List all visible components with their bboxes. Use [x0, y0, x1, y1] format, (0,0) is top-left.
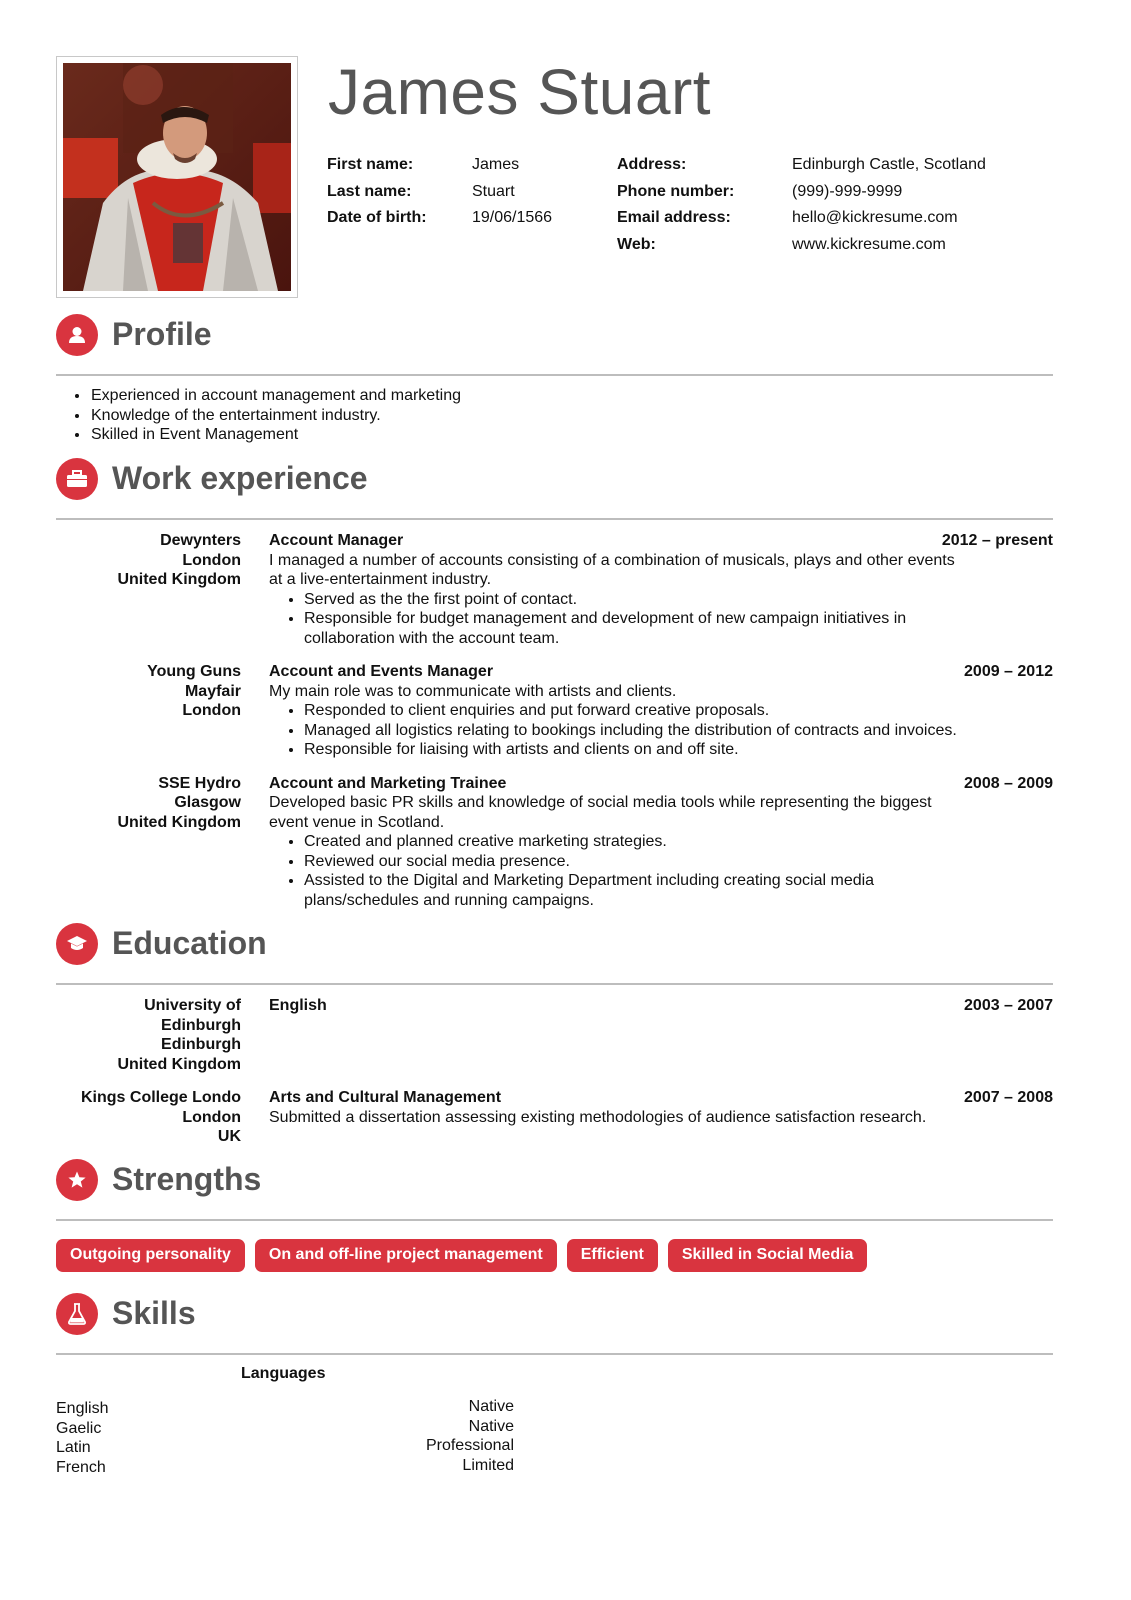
skills-section — [56, 1293, 1053, 1476]
person-icon — [56, 314, 98, 356]
section-header — [56, 923, 1053, 983]
degree-description: Submitted a dissertation assessing existing methodologies of audience satisfaction research. — [269, 1108, 927, 1126]
list-item: • Experienced in account management and marketing — [90, 386, 1053, 406]
institution-name: Edinburgh — [161, 1016, 241, 1034]
contact-info — [617, 152, 986, 258]
institution-country: United Kingdom — [117, 1055, 241, 1073]
web-link[interactable]: www.kickresume.com — [792, 235, 946, 253]
strength-tag: Outgoing personality — [56, 1239, 245, 1272]
title-row — [269, 996, 1053, 1016]
education-entry — [56, 996, 1053, 1074]
list-item: • Skilled in Event Management — [90, 425, 1053, 445]
language-level: Professional — [425, 1437, 514, 1455]
work-experience-section — [56, 458, 1053, 910]
job-bullets — [269, 590, 1053, 649]
info-row-address — [617, 152, 986, 179]
list-item: • Knowledge of the entertainment industry. — [90, 406, 1053, 426]
employer-name: Young Guns — [147, 663, 241, 680]
section-header — [56, 1159, 1053, 1219]
language-name: Gaelic — [56, 1419, 102, 1437]
employer-city: London — [182, 551, 241, 569]
strength-tag: Skilled in Social Media — [668, 1239, 868, 1272]
section-divider — [56, 1353, 1053, 1355]
employer-country: London — [182, 702, 241, 719]
degree-dates: 2007 – 2008 — [964, 1089, 1053, 1106]
language-level: Native — [468, 1417, 514, 1435]
languages-heading: Languages — [241, 1365, 326, 1382]
language-level: Native — [468, 1398, 514, 1415]
work-entry-body — [269, 774, 1053, 911]
job-dates: 2008 – 2009 — [964, 774, 1053, 792]
email-link[interactable]: hello@kickresume.com — [792, 209, 958, 226]
degree-dates: 2003 – 2007 — [964, 997, 1053, 1014]
star-icon — [56, 1159, 98, 1201]
strength-tag: On and off-line project management — [255, 1239, 557, 1272]
info-label: Address: — [617, 156, 687, 173]
institution — [56, 1088, 269, 1147]
info-row-first-name — [327, 152, 552, 179]
info-value: Edinburgh Castle, Scotland — [792, 156, 986, 173]
info-row-email — [617, 205, 986, 232]
language-row — [56, 1456, 514, 1476]
job-dates: 2009 – 2012 — [964, 663, 1053, 680]
list-item: • Served as the the first point of contact. — [304, 590, 1053, 610]
list-item: • Assisted to the Digital and Marketing Department including creating social media plans/schedules and running campaigns. — [304, 871, 1053, 910]
education-section — [56, 923, 1053, 1147]
briefcase-icon — [56, 458, 98, 500]
employer — [56, 662, 269, 760]
info-row-last-name — [327, 179, 552, 206]
strength-tag: Efficient — [567, 1239, 658, 1272]
job-dates: 2012 – present — [941, 532, 1053, 549]
info-label: First name: — [327, 156, 414, 173]
employer-city: Mayfair — [184, 682, 241, 700]
work-entry-body — [269, 531, 1053, 648]
employer-name: Dewynters — [160, 532, 241, 549]
language-name: English — [56, 1400, 109, 1417]
info-value: (999)-999-9999 — [792, 182, 903, 200]
list-item: • Responsible for liaising with artists and clients on and off site. — [304, 740, 1053, 760]
education-entry — [56, 1088, 1053, 1147]
section-header — [56, 458, 1053, 518]
employer — [56, 531, 269, 648]
job-title: Account and Events Manager — [269, 663, 494, 680]
avatar — [63, 63, 291, 291]
job-title: Account and Marketing Trainee — [269, 774, 507, 792]
profile-list — [56, 386, 1053, 445]
title-row — [269, 774, 1053, 794]
employer-country: United Kingdom — [117, 813, 241, 831]
employer-city: Glasgow — [174, 794, 241, 811]
info-row-web — [617, 232, 986, 259]
languages-list — [56, 1397, 514, 1475]
info-value: James — [472, 156, 520, 173]
job-description: at a live-entertainment industry. — [269, 571, 492, 588]
institution-country: UK — [217, 1128, 241, 1145]
graduation-cap-icon — [56, 923, 98, 965]
section-title: Profile — [112, 316, 212, 352]
job-bullets — [269, 701, 1053, 760]
language-row — [56, 1417, 514, 1437]
employer — [56, 774, 269, 911]
section-divider — [56, 374, 1053, 376]
info-row-date-of-birth — [327, 205, 552, 232]
info-label: Email address: — [617, 209, 731, 226]
section-divider — [56, 983, 1053, 985]
education-entry-body — [269, 1088, 1053, 1147]
language-row — [56, 1397, 514, 1417]
list-item: • Managed all logistics relating to bookings including the distribution of contracts and invoices. — [304, 721, 1053, 741]
list-item: • Reviewed our social media presence. — [304, 852, 1053, 872]
degree-subject: English — [269, 997, 327, 1014]
institution — [56, 996, 269, 1074]
work-entry — [56, 531, 1053, 648]
info-value: 19/06/1566 — [472, 209, 553, 226]
job-bullets — [269, 832, 1053, 910]
education-entry-body — [269, 996, 1053, 1074]
profile-section — [56, 314, 1053, 445]
info-value: Stuart — [472, 182, 515, 200]
portrait-image — [63, 63, 291, 291]
title-row — [269, 1088, 1053, 1108]
section-header — [56, 314, 1053, 374]
list-item: • Responded to client enquiries and put forward creative proposals. — [304, 701, 1053, 721]
institution-name: University of — [144, 997, 241, 1014]
section-title: Strengths — [112, 1161, 262, 1197]
job-description: I managed a number of accounts consisting of a combination of musicals, plays and other events — [269, 551, 955, 569]
personal-info — [327, 152, 552, 232]
section-title: Skills — [112, 1295, 196, 1331]
institution-name: Kings College Londo — [81, 1089, 241, 1106]
work-entry-body — [269, 662, 1053, 760]
job-description: My main role was to communicate with artists and clients. — [269, 682, 677, 700]
work-entry — [56, 774, 1053, 911]
strengths-section — [56, 1159, 1053, 1272]
language-name: French — [56, 1458, 106, 1476]
info-label: Date of birth: — [327, 209, 427, 226]
title-row — [269, 662, 1053, 682]
info-label: Last name: — [327, 182, 412, 200]
degree-subject: Arts and Cultural Management — [269, 1089, 502, 1106]
institution-city: Edinburgh — [161, 1036, 241, 1053]
photo-frame — [56, 56, 298, 298]
info-row-phone — [617, 179, 986, 206]
info-label: Phone number: — [617, 182, 735, 200]
job-description: Developed basic PR skills and knowledge of social media tools while representing the biggest — [269, 794, 932, 811]
section-divider — [56, 518, 1053, 520]
info-label: Web: — [617, 235, 656, 253]
list-item: • Created and planned creative marketing strategies. — [304, 832, 1053, 852]
job-title: Account Manager — [269, 532, 404, 549]
language-name: Latin — [56, 1439, 91, 1457]
section-title: Education — [112, 925, 267, 961]
section-header — [56, 1293, 1053, 1353]
job-description: event venue in Scotland. — [269, 813, 445, 831]
employer-country: United Kingdom — [117, 571, 241, 588]
work-entry — [56, 662, 1053, 760]
section-divider — [56, 1219, 1053, 1221]
language-level: Limited — [462, 1456, 514, 1474]
employer-name: SSE Hydro — [158, 774, 241, 792]
language-row — [56, 1436, 514, 1456]
strength-tags — [56, 1239, 1053, 1272]
institution-city: London — [182, 1108, 241, 1126]
section-title: Work experience — [112, 460, 368, 496]
list-item: • Responsible for budget management and development of new campaign initiatives in collaboration with the account team. — [304, 609, 1053, 648]
flask-icon — [56, 1293, 98, 1335]
title-row — [269, 531, 1053, 551]
candidate-name: James Stuart — [328, 56, 712, 128]
